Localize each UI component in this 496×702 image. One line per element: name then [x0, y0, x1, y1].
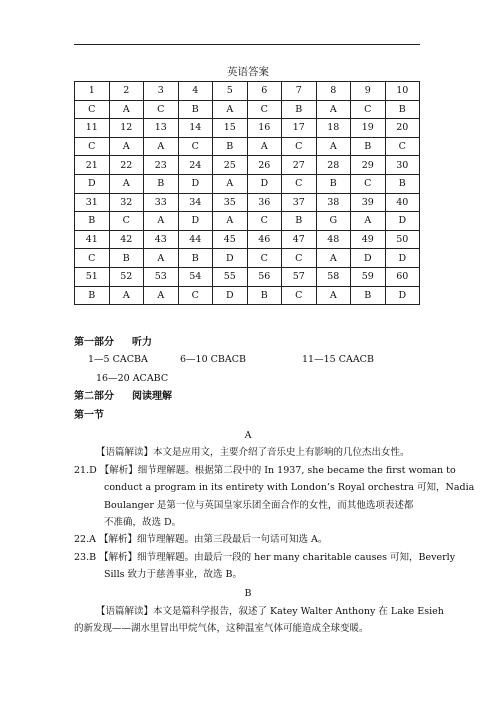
question-number-cell: 21 — [75, 156, 110, 175]
question-number-cell: 7 — [282, 82, 317, 101]
answer-letter-cell: A — [351, 212, 386, 231]
answer-letter-cell: A — [144, 249, 179, 268]
answer-letter-row — [75, 174, 420, 193]
question-number-cell: 17 — [282, 119, 317, 138]
answer-letter-cell: C — [282, 286, 317, 305]
passage-a-intro: 【语篇解读】本文是应用文，主要介绍了音乐史上有影响的几位杰出女性。 — [96, 447, 410, 458]
answer-letter-cell: C — [385, 137, 420, 156]
answer-letter-cell: B — [316, 174, 351, 193]
answer-letter-cell: B — [109, 249, 144, 268]
question-number-cell: 11 — [75, 119, 110, 138]
answer-letter-cell: A — [109, 174, 144, 193]
question-number-cell: 22 — [109, 156, 144, 175]
answer-letter-cell: C — [75, 249, 110, 268]
answer-letter-cell: B — [282, 212, 317, 231]
part2-heading — [74, 390, 172, 404]
question-number-cell: 5 — [213, 82, 248, 101]
passage-b-intro-line1: 【语篇解读】本文是篇科学报告，叙述了 Katey Walter Anthony 在 Lake Esieh — [96, 606, 444, 617]
listening-group-2: 6—10 CBACB — [180, 354, 247, 365]
answer-letter-cell: A — [109, 286, 144, 305]
question-number-cell: 33 — [144, 193, 179, 212]
answer-letter-cell: D — [385, 212, 420, 231]
listening-group-1: 1—5 CACBA — [88, 354, 148, 365]
question-number-cell: 14 — [178, 119, 213, 138]
answer-letter-cell: B — [144, 174, 179, 193]
passage-b-intro-line2: 的新发现——湖水里冒出甲烷气体，这种温室气体可能造成全球变暖。 — [74, 623, 369, 634]
question-number-cell: 51 — [75, 267, 110, 286]
passage-a-letter: A — [244, 430, 252, 441]
answer-letter-cell: C — [351, 100, 386, 119]
answer-letter-cell: D — [385, 249, 420, 268]
question-number-cell: 12 — [109, 119, 144, 138]
question-number-cell: 45 — [213, 230, 248, 249]
q21-explanation-line3: Boulanger 是第一位与英国皇家乐团全面合作的女性，而其他选项表述都 — [104, 500, 414, 511]
answer-letter-cell: C — [282, 249, 317, 268]
answer-letter-cell: A — [316, 100, 351, 119]
answer-letter-cell: B — [351, 137, 386, 156]
question-number-row — [75, 119, 420, 138]
q23-explanation-line1: 23.B 【解析】细节理解题。由最后一段的 her many charitable causes 可知，Beverly — [74, 552, 456, 563]
answer-letter-cell: C — [247, 100, 282, 119]
question-number-cell: 19 — [351, 119, 386, 138]
section-heading: 第一节 — [74, 410, 104, 421]
part1-name: 听力 — [132, 337, 152, 348]
answer-letter-cell: A — [109, 137, 144, 156]
answer-letter-cell: D — [385, 286, 420, 305]
answer-letter-cell: D — [247, 174, 282, 193]
document-title: 英语答案 — [227, 66, 269, 78]
question-number-cell: 36 — [247, 193, 282, 212]
part1-label: 第一部分 — [74, 337, 114, 348]
question-number-cell: 9 — [351, 82, 386, 101]
question-number-row — [75, 267, 420, 286]
answer-letter-row — [75, 137, 420, 156]
question-number-cell: 10 — [385, 82, 420, 101]
question-number-cell: 48 — [316, 230, 351, 249]
answer-letter-cell: A — [316, 286, 351, 305]
answer-letter-cell: C — [75, 100, 110, 119]
answer-letter-row — [75, 286, 420, 305]
answer-letter-row — [75, 100, 420, 119]
question-number-cell: 28 — [316, 156, 351, 175]
question-number-cell: 49 — [351, 230, 386, 249]
answer-letter-cell: A — [213, 100, 248, 119]
q23-explanation-line2: Sills 致力于慈善事业，故选 B。 — [104, 569, 243, 580]
part1-heading — [74, 336, 152, 350]
part2-name: 阅读理解 — [132, 391, 172, 402]
question-number-cell: 52 — [109, 267, 144, 286]
answer-letter-cell: A — [316, 249, 351, 268]
answer-letter-cell: D — [178, 174, 213, 193]
q21-explanation-line1: 21.D 【解析】细节理解题。根据第二段中的 In 1937, she became the first woman to — [74, 465, 456, 476]
answer-letter-cell: B — [213, 137, 248, 156]
answer-letter-cell: A — [144, 137, 179, 156]
question-number-cell: 1 — [75, 82, 110, 101]
answer-letter-cell: C — [247, 212, 282, 231]
answer-letter-cell: A — [213, 212, 248, 231]
q22-explanation: 22.A 【解析】细节理解题。由第三段最后一句话可知选 A。 — [74, 534, 328, 545]
q21-explanation-line2: conduct a program in its entirety with London’s Royal orchestra 可知，Nadia — [104, 482, 475, 493]
question-number-cell: 39 — [351, 193, 386, 212]
question-number-cell: 16 — [247, 119, 282, 138]
question-number-cell: 26 — [247, 156, 282, 175]
answer-letter-cell: C — [144, 100, 179, 119]
answer-letter-cell: C — [75, 137, 110, 156]
answer-letter-row — [75, 212, 420, 231]
question-number-row — [75, 193, 420, 212]
answer-letter-cell: B — [385, 174, 420, 193]
answer-letter-cell: B — [282, 100, 317, 119]
question-number-cell: 32 — [109, 193, 144, 212]
answer-letter-cell: D — [351, 249, 386, 268]
header-rule — [74, 44, 420, 45]
answer-letter-cell: D — [178, 212, 213, 231]
question-number-cell: 54 — [178, 267, 213, 286]
question-number-cell: 56 — [247, 267, 282, 286]
answer-letter-cell: G — [316, 212, 351, 231]
question-number-cell: 57 — [282, 267, 317, 286]
question-number-cell: 38 — [316, 193, 351, 212]
question-number-row — [75, 156, 420, 175]
answer-letter-cell: C — [351, 174, 386, 193]
answer-letter-cell: C — [178, 137, 213, 156]
answer-letter-cell: C — [109, 212, 144, 231]
question-number-cell: 6 — [247, 82, 282, 101]
answer-key-table — [74, 81, 420, 305]
answer-letter-cell: B — [178, 100, 213, 119]
question-number-cell: 53 — [144, 267, 179, 286]
question-number-cell: 58 — [316, 267, 351, 286]
answer-letter-cell: C — [282, 174, 317, 193]
answer-letter-cell: D — [213, 249, 248, 268]
question-number-cell: 15 — [213, 119, 248, 138]
answer-letter-cell: A — [109, 100, 144, 119]
question-number-cell: 3 — [144, 82, 179, 101]
question-number-cell: 37 — [282, 193, 317, 212]
question-number-cell: 25 — [213, 156, 248, 175]
question-number-cell: 13 — [144, 119, 179, 138]
answer-letter-cell: A — [213, 174, 248, 193]
question-number-cell: 29 — [351, 156, 386, 175]
question-number-cell: 41 — [75, 230, 110, 249]
question-number-cell: 23 — [144, 156, 179, 175]
question-number-row — [75, 230, 420, 249]
question-number-cell: 60 — [385, 267, 420, 286]
question-number-cell: 20 — [385, 119, 420, 138]
answer-letter-cell: A — [144, 286, 179, 305]
question-number-cell: 24 — [178, 156, 213, 175]
answer-letter-cell: B — [75, 212, 110, 231]
answer-letter-cell: C — [178, 286, 213, 305]
answer-letter-cell: C — [247, 249, 282, 268]
answer-letter-cell: B — [385, 100, 420, 119]
answer-letter-cell: D — [75, 174, 110, 193]
question-number-cell: 2 — [109, 82, 144, 101]
question-number-cell: 4 — [178, 82, 213, 101]
q21-explanation-line4: 不准确，故选 D。 — [104, 517, 182, 528]
answer-letter-cell: B — [351, 286, 386, 305]
question-number-cell: 34 — [178, 193, 213, 212]
question-number-cell: 44 — [178, 230, 213, 249]
question-number-cell: 27 — [282, 156, 317, 175]
question-number-cell: 30 — [385, 156, 420, 175]
answer-letter-cell: C — [282, 137, 317, 156]
answer-letter-cell: A — [144, 212, 179, 231]
passage-b-letter: B — [244, 588, 252, 599]
answer-letter-cell: B — [178, 249, 213, 268]
question-number-cell: 46 — [247, 230, 282, 249]
question-number-cell: 47 — [282, 230, 317, 249]
answer-letter-cell: A — [316, 137, 351, 156]
answer-letter-cell: D — [213, 286, 248, 305]
question-number-cell: 50 — [385, 230, 420, 249]
part2-label: 第二部分 — [74, 391, 114, 402]
question-number-cell: 18 — [316, 119, 351, 138]
answer-letter-cell: B — [247, 286, 282, 305]
question-number-cell: 35 — [213, 193, 248, 212]
question-number-cell: 42 — [109, 230, 144, 249]
listening-group-3: 11—15 CAACB — [302, 354, 374, 365]
answer-letter-row — [75, 249, 420, 268]
question-number-cell: 40 — [385, 193, 420, 212]
answer-letter-cell: A — [247, 137, 282, 156]
question-number-cell: 59 — [351, 267, 386, 286]
question-number-cell: 55 — [213, 267, 248, 286]
answer-letter-cell: B — [75, 286, 110, 305]
listening-group-4: 16—20 ACABC — [96, 373, 169, 384]
question-number-row — [75, 82, 420, 101]
question-number-cell: 43 — [144, 230, 179, 249]
question-number-cell: 8 — [316, 82, 351, 101]
question-number-cell: 31 — [75, 193, 110, 212]
